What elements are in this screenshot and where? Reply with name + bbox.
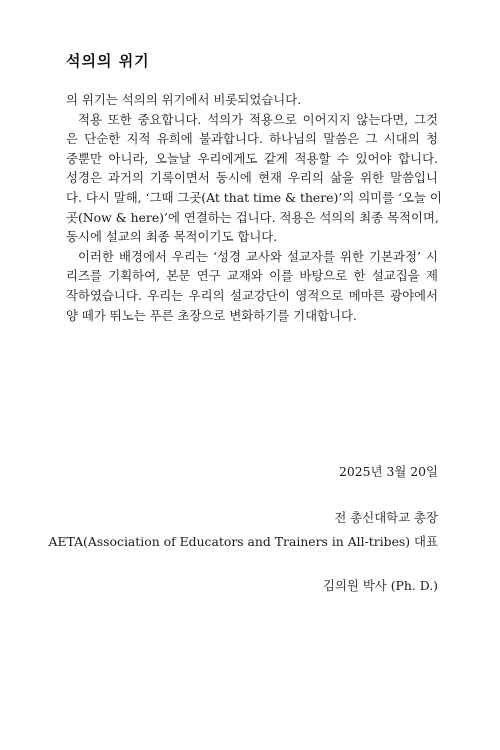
text-line: 은 단순한 지적 유희에 불과합니다. 하나님의 말씀은 그 시대의 청 (66, 131, 438, 147)
text-line: 동시에 설교의 최종 목적이기도 합니다. (66, 229, 278, 245)
text-line: 적용 또한 중요합니다. 석의가 적용으로 이어지지 않는다면, 그것 (78, 111, 438, 127)
text-line: 중뿐만 아니라, 오늘날 우리에게도 같게 적용할 수 있어야 합니다. (66, 150, 438, 166)
signature-name: 김의원 박사 (Ph. D.) (322, 578, 438, 593)
section-title: 석의의 위기 (66, 52, 150, 70)
text-line: 곳(Now & here)’에 연결하는 겁니다. 적용은 석의의 최종 목적이며, (66, 209, 439, 225)
text-line: 작하였습니다. 우리는 우리의 설교강단이 영적으로 메마른 광야에서 (66, 287, 438, 303)
text-line: 다. 다시 말해, ‘그때 그곳(At that time & there)’의 의미를 ‘오늘 이 (66, 189, 442, 205)
text-line: 리즈를 기획하여, 본문 연구 교재와 이를 바탕으로 한 설교집을 제 (66, 268, 438, 284)
text-line: 이러한 배경에서 우리는 ‘성경 교사와 설교자를 위한 기본과정’ 시 (78, 248, 438, 264)
text-line: 의 위기는 석의의 위기에서 비롯되었습니다. (66, 92, 302, 107)
signature-title-1: 전 총신대학교 총장 (334, 510, 438, 525)
text-line: 성경은 과거의 기록이면서 동시에 현재 우리의 삶을 위한 말씀입니 (66, 170, 438, 186)
text-line: 양 떼가 뛰노는 푸른 초장으로 변화하기를 기대합니다. (66, 307, 357, 323)
signature-date: 2025년 3월 20일 (339, 464, 438, 479)
signature-title-2: AETA(Association of Educators and Trainers in All-tribes) 대표 (48, 534, 438, 549)
body-text (66, 90, 442, 325)
